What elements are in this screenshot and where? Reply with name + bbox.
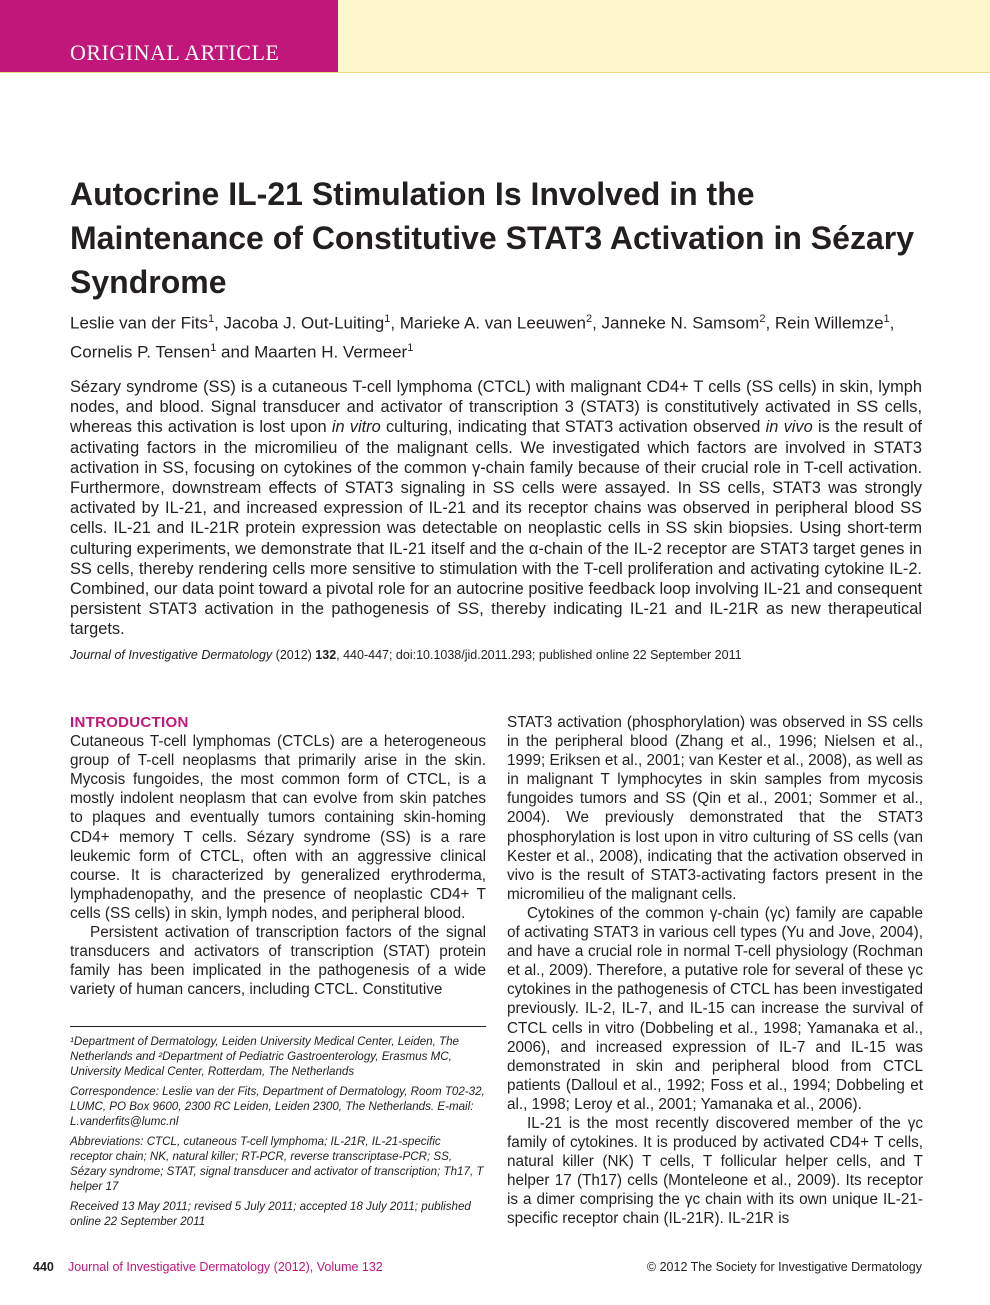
author-affiliation: 1 [883, 313, 890, 325]
body-paragraph: Persistent activation of transcription factors of the signal transducers and activators of transcription (STAT) protein family has been implicated in the pathogenesis of a wide variety of human cancers, including CTCL. Constitutive [70, 924, 486, 999]
header-bar-extension [338, 0, 990, 72]
header-rule [0, 72, 990, 73]
citation-line [70, 648, 930, 662]
author-name: Maarten H. Vermeer [254, 342, 408, 362]
right-column [507, 713, 923, 1229]
body-paragraph: STAT3 activation (phosphorylation) was observed in SS cells in the peripheral blood (Zhang et al., 1996; Nielsen et al., 1999; Eriksen et al., 2001; van Kester et al., 2008), as well as in malignant T lymphocytes in skin samples from mycosis fungoides tumors and SS (Qin et al., 2001; Sommer et al., 2004). We previously demonstrated that the STAT3 phosphorylation is lost upon in vitro culturing of SS cells (van Kester et al., 2008), indicating that the activation observed in vivo is the result of STAT3-activating factors present in the micromilieu of the malignant cells. [507, 714, 923, 903]
footnotes [70, 1034, 486, 1234]
author-affiliation: 1 [207, 313, 215, 325]
citation-year: (2012) [275, 648, 312, 662]
citation-volume: 132 [315, 648, 337, 662]
footer-journal: Journal of Investigative Dermatology (2012), Volume 132 [68, 1260, 383, 1274]
article-title: Autocrine IL-21 Stimulation Is Involved in the Maintenance of Constitutive STAT3 Activation in Sézary Syndrome [70, 176, 914, 300]
author-affiliation: 2 [585, 313, 593, 325]
author-name: Cornelis P. Tensen [70, 342, 211, 362]
author-name: Leslie van der Fits [70, 313, 208, 333]
author-affiliation: 1 [384, 313, 391, 325]
left-column [70, 713, 486, 999]
author-name: Janneke N. Samsom [601, 313, 760, 333]
author-affiliation: 2 [759, 313, 766, 325]
section-heading-introduction: INTRODUCTION [70, 714, 189, 731]
author-name: Marieke A. van Leeuwen [399, 313, 586, 333]
citation-details: , 440-447; doi:10.1038/jid.2011.293; published online 22 September 2011 [336, 648, 742, 662]
footnote-rule [70, 1026, 486, 1027]
body-paragraph: Cytokines of the common γ-chain (γc) family are capable of activating STAT3 in various cell types (Yu and Jove, 2004), and have a crucial role in normal T-cell physiology (Rochman et al., 2009). Therefore, a putative role for several of these γc cytokines in the pathogenesis of CTCL has been investigated previously. IL-2, IL-7, and IL-15 can increase the survival of CTCL cells in vitro (Dobbeling et al., 1998; Yamanaka et al., 2006), and increased expression of IL-7 and IL-15 was demonstrated in skin and peripheral blood from CTCL patients (Dalloul et al., 1992; Foss et al., 1994; Dobbeling et al., 1998; Leroy et al., 2001; Yamanaka et al., 2006). [507, 904, 923, 1113]
author-affiliation: 1 [407, 341, 414, 354]
page-footer [0, 1260, 990, 1276]
article-type-label: ORIGINAL ARTICLE [70, 40, 280, 65]
footnote-dates: Received 13 May 2011; revised 5 July 2011; accepted 18 July 2011; published online 22 September 2011 [70, 1200, 471, 1228]
body-paragraph: IL-21 is the most recently discovered member of the γc family of cytokines. It is produced by activated CD4+ T cells, natural killer (NK) T cells, T follicular helper cells, and T helper 17 (Th17) cells (Monteleone et al., 2009). Its receptor is a dimer comprising the γc chain with its own unique IL-21-specific receptor chain (IL-21R). IL-21R is [507, 1114, 923, 1228]
page-number: 440 [33, 1260, 54, 1274]
author-affiliation: 1 [210, 341, 217, 354]
abstract: Sézary syndrome (SS) is a cutaneous T-cell lymphoma (CTCL) with malignant CD4+ T cells (SS cells) in skin, lymph nodes, and blood. Signal transducer and activator of transcription 3 (STAT3) is constitutively activated in SS cells, whereas this activation is lost upon in vitro culturing, indicating that STAT3 activation observed in vivo is the result of activating factors in the micromilieu of the malignant cells. We investigated which factors are involved in STAT3 activation in SS, focusing on cytokines of the common γ-chain family because of their crucial role in T-cell activation. Furthermore, downstream effects of STAT3 signaling in SS cells were assayed. In SS cells, STAT3 was strongly activated by IL-21, and increased expression of IL-21 and its receptor chains was observed in peripheral blood SS cells. IL-21 and IL-21R protein expression was detectable on neoplastic cells in SS skin biopsies. Using short-term culturing experiments, we demonstrate that IL-21 itself and the α-chain of the IL-2 receptor are STAT3 target genes in SS cells, thereby rendering cells more sensitive to stimulation with the T-cell proliferation and activating cytokine IL-2. Combined, our data point toward a pivotal role for an autocrine positive feedback loop involving IL-21 and consequent persistent STAT3 activation in the pathogenesis of SS, thereby indicating IL-21 and IL-21R as new therapeutical targets. [70, 378, 922, 639]
author-list: Leslie van der Fits$^1$, Jacoba J. Out-Luiting$^1$, Marieke A. van Leeuwen$^2$, Janneke N. Samsom$^2$, Rein Willemze$^1$, Cornelis P. Tensen$^1$ and Maarten H. Vermeer$^1$ [70, 313, 895, 362]
footnote-correspondence: Correspondence: Leslie van der Fits, Department of Dermatology, Room T02-32, LUMC, PO Box 9600, 2300 RC Leiden, Leiden 2300, The Netherlands. E-mail: L.vanderfits@lumc.nl [70, 1085, 485, 1128]
footer-copyright: © 2012 The Society for Investigative Dermatology [646, 1260, 922, 1274]
citation-journal: Journal of Investigative Dermatology [70, 648, 273, 662]
body-paragraph: Cutaneous T-cell lymphomas (CTCLs) are a heterogeneous group of T-cell neoplasms that primarily arise in the skin. Mycosis fungoides, the most common form of CTCL, is a mostly indolent neoplasm that can evolve from skin patches to plaques and eventually tumors containing skin-homing CD4+ memory T cells. Sézary syndrome (SS) is a rare leukemic form of CTCL, often with an aggressive clinical course. It is characterized by generalized erythroderma, lymphadenopathy, and the presence of neoplastic CD4+ T cells (SS cells) in skin, lymph nodes, and peripheral blood. [70, 733, 486, 922]
author-name: Rein Willemze [774, 313, 884, 333]
footnote-affiliations: ¹Department of Dermatology, Leiden University Medical Center, Leiden, The Netherlands and ²Department of Pediatric Gastroenterology, Erasmus MC, University Medical Center, Rotterdam, The Netherlands [70, 1035, 460, 1078]
author-name: Jacoba J. Out-Luiting [223, 313, 385, 333]
footnote-abbreviations: Abbreviations: CTCL, cutaneous T-cell lymphoma; IL-21R, IL-21-specific receptor chain; NK, natural killer; RT-PCR, reverse transcriptase-PCR; SS, Sézary syndrome; STAT, signal transducer and activator of transcription; Th17, T helper 17 [70, 1135, 484, 1193]
